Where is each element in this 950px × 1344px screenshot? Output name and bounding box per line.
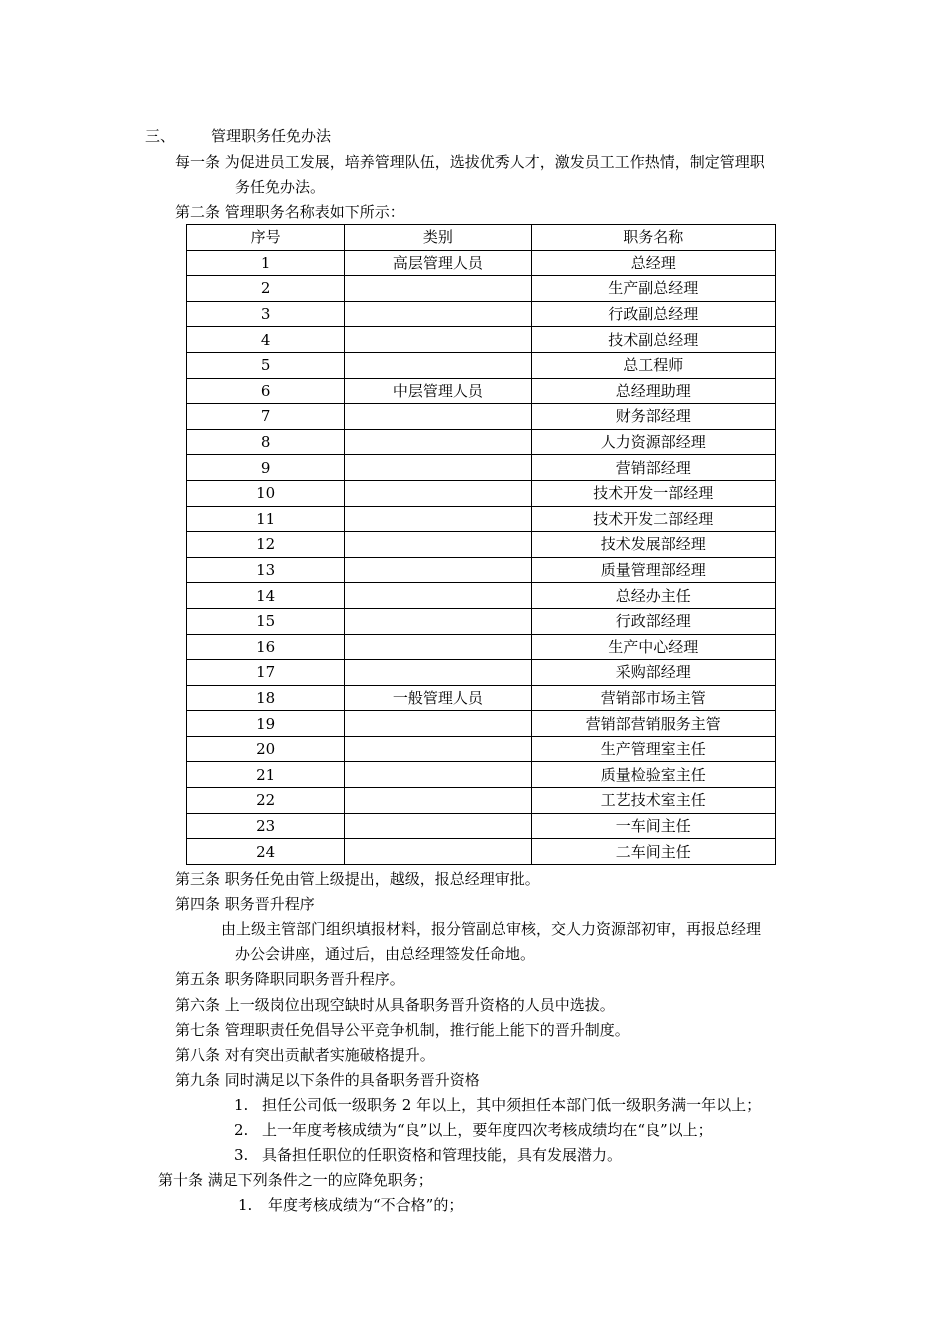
cell-title: 质量管理部经理	[531, 557, 775, 583]
cell-title: 生产中心经理	[531, 634, 775, 660]
article-10-heading: 第十条 满足下列条件之一的应降免职务；	[158, 1171, 433, 1189]
cell-no: 16	[187, 634, 345, 660]
duty-table	[186, 224, 776, 865]
article-5: 第五条 职务降职同职务晋升程序。	[175, 970, 405, 988]
cell-no: 24	[187, 839, 345, 865]
list-item: 具备担任职位的任职资格和管理技能，具有发展潜力。	[262, 1146, 623, 1164]
table-row	[187, 429, 776, 455]
cell-category	[345, 557, 531, 583]
table-row	[187, 480, 776, 506]
table-row	[187, 276, 776, 302]
cell-category	[345, 583, 531, 609]
table-row	[187, 455, 776, 481]
cell-no: 21	[187, 762, 345, 788]
list-item: 担任公司低一级职务 2 年以上，其中须担任本部门低一级职务满一年以上；	[262, 1096, 762, 1114]
cell-title: 技术开发一部经理	[531, 480, 775, 506]
article-1-line-1: 每一条 为促进员工发展，培养管理队伍，选拔优秀人才，激发员工工作热情，制定管理职	[175, 153, 765, 171]
article-6: 第六条 上一级岗位出现空缺时从具备职务晋升资格的人员中选拔。	[175, 996, 615, 1014]
cell-title: 总工程师	[531, 352, 775, 378]
cell-category	[345, 480, 531, 506]
cell-no: 15	[187, 608, 345, 634]
list-item-number: 1.	[238, 1196, 253, 1214]
cell-title: 财务部经理	[531, 404, 775, 430]
cell-category	[345, 327, 531, 353]
table-row	[187, 839, 776, 865]
table-row	[187, 532, 776, 558]
cell-category	[345, 276, 531, 302]
cell-category	[345, 404, 531, 430]
table-row	[187, 813, 776, 839]
article-4-line-2: 办公会讲座，通过后，由总经理签发任命地。	[235, 945, 536, 963]
cell-no: 7	[187, 404, 345, 430]
cell-no: 11	[187, 506, 345, 532]
table-row	[187, 301, 776, 327]
header-category: 类别	[345, 225, 531, 251]
cell-no: 23	[187, 813, 345, 839]
cell-title: 质量检验室主任	[531, 762, 775, 788]
cell-category	[345, 455, 531, 481]
table-row	[187, 634, 776, 660]
article-2: 第二条 管理职务名称表如下所示：	[175, 203, 405, 221]
cell-title: 生产副总经理	[531, 276, 775, 302]
cell-title: 营销部经理	[531, 455, 775, 481]
cell-title: 营销部市场主管	[531, 685, 775, 711]
table-row	[187, 404, 776, 430]
cell-no: 14	[187, 583, 345, 609]
cell-no: 18	[187, 685, 345, 711]
table-row	[187, 788, 776, 814]
cell-title: 一车间主任	[531, 813, 775, 839]
list-item: 上一年度考核成绩为“良”以上，要年度四次考核成绩均在“良”以上；	[262, 1121, 713, 1139]
article-4-line-1: 由上级主管部门组织填报材料，报分管副总审核，交人力资源部初审，再报总经理	[221, 920, 762, 938]
cell-no: 4	[187, 327, 345, 353]
cell-category: 中层管理人员	[345, 378, 531, 404]
table-row	[187, 736, 776, 762]
table-row	[187, 711, 776, 737]
cell-category	[345, 762, 531, 788]
table-row	[187, 660, 776, 686]
header-title: 职务名称	[531, 225, 775, 251]
cell-no: 22	[187, 788, 345, 814]
table-row	[187, 378, 776, 404]
cell-title: 采购部经理	[531, 660, 775, 686]
cell-category	[345, 506, 531, 532]
cell-category	[345, 711, 531, 737]
article-4-heading: 第四条 职务晋升程序	[175, 895, 315, 913]
cell-category	[345, 736, 531, 762]
table-row	[187, 250, 776, 276]
cell-title: 人力资源部经理	[531, 429, 775, 455]
cell-title: 总经办主任	[531, 583, 775, 609]
list-item-number: 1.	[234, 1096, 249, 1114]
section-number: 三、	[145, 127, 176, 145]
cell-title: 技术开发二部经理	[531, 506, 775, 532]
cell-no: 6	[187, 378, 345, 404]
cell-category	[345, 301, 531, 327]
table-row	[187, 557, 776, 583]
article-9-heading: 第九条 同时满足以下条件的具备职务晋升资格	[175, 1071, 480, 1089]
cell-category	[345, 352, 531, 378]
header-no: 序号	[187, 225, 345, 251]
cell-title: 生产管理室主任	[531, 736, 775, 762]
cell-no: 12	[187, 532, 345, 558]
cell-no: 13	[187, 557, 345, 583]
cell-category	[345, 839, 531, 865]
list-item-number: 2.	[234, 1121, 249, 1139]
cell-no: 17	[187, 660, 345, 686]
cell-title: 技术发展部经理	[531, 532, 775, 558]
cell-no: 2	[187, 276, 345, 302]
cell-category	[345, 532, 531, 558]
cell-category: 一般管理人员	[345, 685, 531, 711]
cell-no: 1	[187, 250, 345, 276]
article-8: 第八条 对有突出贡献者实施破格提升。	[175, 1046, 435, 1064]
section-title: 管理职务任免办法	[211, 127, 332, 145]
cell-no: 8	[187, 429, 345, 455]
cell-no: 5	[187, 352, 345, 378]
cell-title: 总经理	[531, 250, 775, 276]
cell-title: 二车间主任	[531, 839, 775, 865]
table-row	[187, 762, 776, 788]
cell-no: 19	[187, 711, 345, 737]
article-7: 第七条 管理职责任免倡导公平竞争机制，推行能上能下的晋升制度。	[175, 1021, 630, 1039]
cell-title: 工艺技术室主任	[531, 788, 775, 814]
table-row	[187, 608, 776, 634]
cell-category	[345, 634, 531, 660]
table-row	[187, 506, 776, 532]
cell-category	[345, 813, 531, 839]
cell-title: 总经理助理	[531, 378, 775, 404]
cell-title: 行政副总经理	[531, 301, 775, 327]
article-3: 第三条 职务任免由管上级提出，越级，报总经理审批。	[175, 870, 540, 888]
cell-category	[345, 608, 531, 634]
list-item: 年度考核成绩为“不合格”的；	[268, 1196, 464, 1214]
table-header-row	[187, 225, 776, 251]
cell-title: 营销部营销服务主管	[531, 711, 775, 737]
article-1-line-2: 务任免办法。	[235, 178, 326, 196]
cell-category	[345, 429, 531, 455]
table-row	[187, 685, 776, 711]
cell-category	[345, 788, 531, 814]
table-row	[187, 583, 776, 609]
cell-no: 3	[187, 301, 345, 327]
table-row	[187, 352, 776, 378]
cell-no: 10	[187, 480, 345, 506]
cell-category	[345, 660, 531, 686]
list-item-number: 3.	[234, 1146, 249, 1164]
table-row	[187, 327, 776, 353]
cell-title: 行政部经理	[531, 608, 775, 634]
cell-no: 20	[187, 736, 345, 762]
cell-category: 高层管理人员	[345, 250, 531, 276]
cell-no: 9	[187, 455, 345, 481]
cell-title: 技术副总经理	[531, 327, 775, 353]
